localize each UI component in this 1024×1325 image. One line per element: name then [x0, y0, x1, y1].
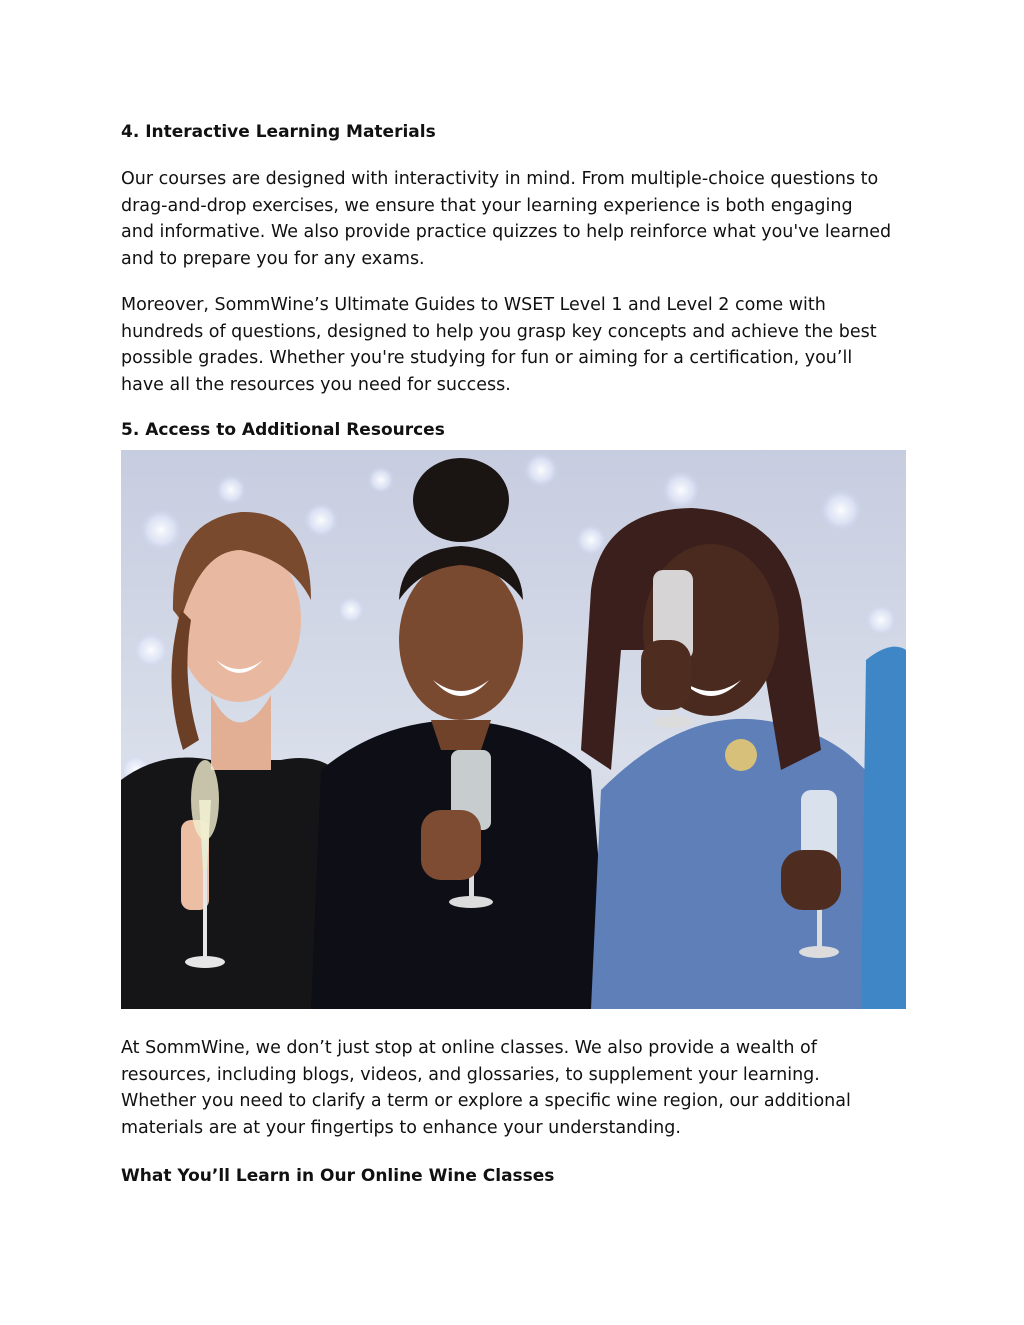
section-5-heading: 5. Access to Additional Resources: [121, 420, 445, 440]
paragraph-line: and informative. We also provide practice quizzes to help reinforce what you've learned: [121, 222, 892, 242]
paragraph-line: Our courses are designed with interactivity in mind. From multiple-choice questions to: [121, 169, 879, 189]
paragraph-line: have all the resources you need for success.: [121, 374, 511, 395]
paragraph-line: possible grades. Whether you're studying for fun or aiming for a certification, you’ll: [121, 348, 853, 368]
section-4-heading: 4. Interactive Learning Materials: [121, 122, 436, 142]
section-4-paragraph-1: [121, 166, 911, 272]
paragraph-line: hundreds of questions, designed to help you grasp key concepts and achieve the best: [121, 321, 877, 342]
celebration-photo: [121, 450, 906, 1009]
paragraph-line: Moreover, SommWine’s Ultimate Guides to WSET Level 1 and Level 2 come with: [121, 295, 826, 315]
section-5-paragraph: [121, 1035, 911, 1141]
next-section-heading: What You’ll Learn in Our Online Wine Classes: [121, 1166, 555, 1186]
section-4-paragraph-2: [121, 292, 911, 398]
paragraph-line: At SommWine, we don’t just stop at online classes. We also provide a wealth of: [121, 1038, 817, 1058]
paragraph-line: Whether you need to clarify a term or explore a specific wine region, our additional: [121, 1091, 851, 1111]
paragraph-line: drag-and-drop exercises, we ensure that your learning experience is both engaging: [121, 195, 853, 216]
celebration-photo-illustration: [121, 450, 906, 1009]
paragraph-line: materials are at your fingertips to enhance your understanding.: [121, 1117, 681, 1138]
paragraph-line: resources, including blogs, videos, and glossaries, to supplement your learning.: [121, 1064, 820, 1085]
paragraph-line: and to prepare you for any exams.: [121, 248, 425, 269]
